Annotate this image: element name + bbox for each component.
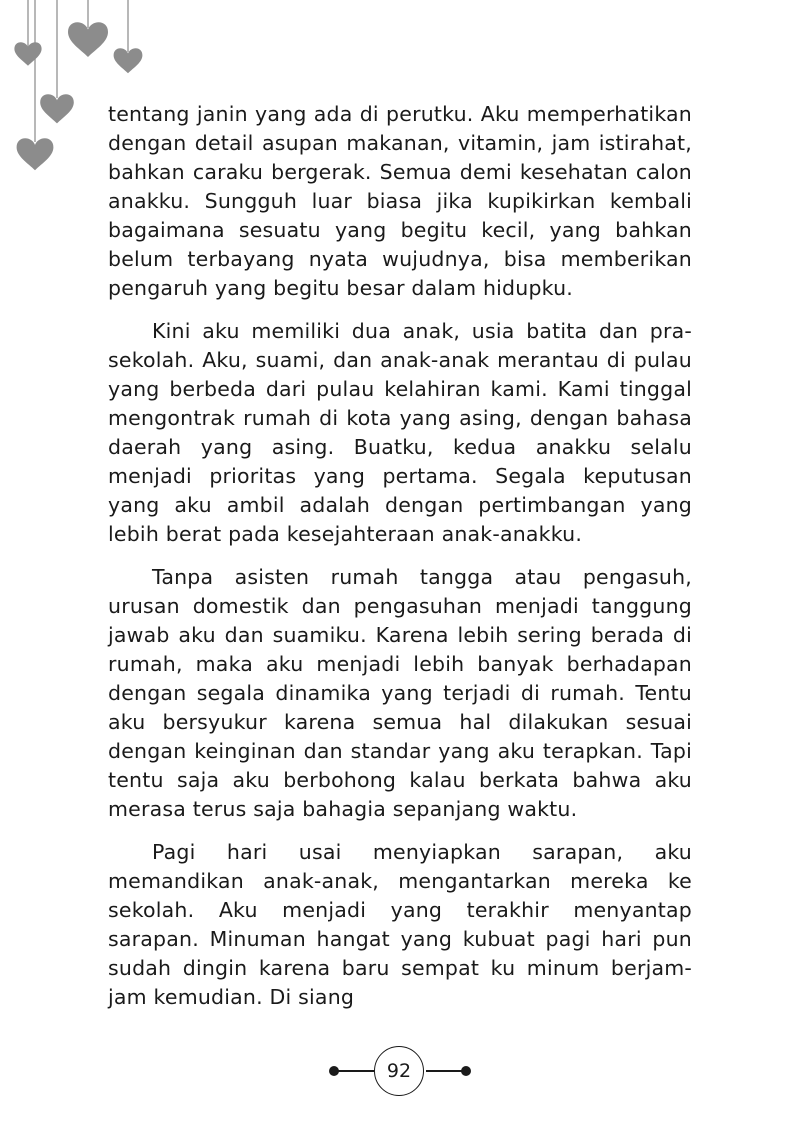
body-text xyxy=(108,100,692,1026)
paragraph-2: Kini aku memiliki dua anak, usia batita dan pra-sekolah. Aku, suami, dan anak-anak merantau di pulau yang berbeda dari pulau kelahiran kami. Kami tinggal mengontrak rumah di kota yang asing, dengan bahasa daerah yang asing. Buatku, kedua anakku selalu menjadi prioritas yang pertama. Segala keputusan yang aku ambil adalah dengan pertimbangan yang lebih berat pada kesejahteraan anak-anakku. xyxy=(108,319,692,546)
paragraph-1: tentang janin yang ada di perutku. Aku memperhatikan dengan detail asupan makanan, vitamin, jam istirahat, bahkan caraku bergerak. Semua demi kesehatan calon anakku. Sungguh luar biasa jika kupikirkan kembali bagaimana sesuatu yang begitu kecil, yang bahkan belum terbayang nyata wujudnya, bisa memberikan pengaruh yang begitu besar dalam hidupku. xyxy=(108,102,692,300)
footer-rule-right xyxy=(426,1070,464,1072)
paragraph-3: Tanpa asisten rumah tangga atau pengasuh, urusan domestik dan pengasuhan menjadi tanggung jawab aku dan suamiku. Karena lebih sering berada di rumah, maka aku menjadi lebih banyak berhadapan dengan segala dinamika yang terjadi di rumah. Tentu aku bersyukur karena semua hal dilakukan sesuai dengan keinginan dan standar yang aku terapkan. Tapi tentu saja aku berbohong kalau berkata bahwa aku merasa terus saja bahagia sepanjang waktu. xyxy=(108,565,692,821)
page-footer xyxy=(0,1046,800,1096)
page-number: 92 xyxy=(374,1046,424,1096)
heart-icon xyxy=(40,94,74,123)
footer-dot-right xyxy=(461,1066,471,1076)
footer-rule-left xyxy=(336,1070,374,1072)
heart-icon xyxy=(17,138,54,170)
paragraph-4: Pagi hari usai menyiapkan sarapan, aku memandikan anak-anak, mengantarkan mereka ke sekolah. Aku menjadi yang terakhir menyantap sarapan. Minuman hangat yang kubuat pagi hari pun sudah dingin karena baru sempat ku minum berjam-jam kemudian. Di siang xyxy=(108,840,692,1009)
